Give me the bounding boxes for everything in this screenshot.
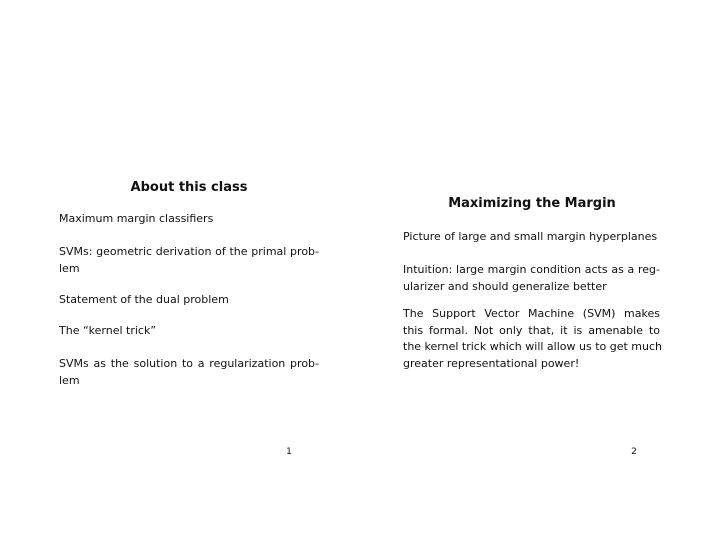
text-line: Intuition: large margin condition acts as a reg- — [403, 263, 660, 276]
page-number: 2 — [631, 447, 637, 457]
page-number: 1 — [286, 447, 292, 457]
slide-title: About this class — [130, 180, 248, 195]
bullet-item — [403, 229, 660, 246]
text-line: The Support Vector Machine (SVM) makes — [403, 307, 660, 320]
text-line: lem — [59, 373, 80, 387]
text-line: SVMs: geometric derivation of the primal prob- — [59, 245, 319, 258]
bullet-item — [403, 262, 660, 295]
text-line: greater representational power! — [403, 356, 580, 370]
text-line: this formal. Not only that, it is amenable to — [403, 323, 660, 337]
text-line: ularizer and should generalize better — [403, 279, 607, 293]
text-line: SVMs as the solution to a regularization prob- — [59, 357, 319, 370]
slide-2 — [360, 0, 720, 557]
text-line: The “kernel trick” — [59, 324, 157, 337]
text-line: lem — [59, 261, 80, 275]
bullet-item — [59, 356, 319, 389]
bullet-item — [59, 211, 319, 228]
text-line: Maximum margin classifiers — [59, 212, 214, 225]
text-line: the kernel trick which will allow us to get much — [403, 340, 663, 353]
bullet-item — [403, 306, 663, 372]
text-line: Statement of the dual problem — [59, 293, 229, 306]
bullet-item — [59, 292, 319, 309]
slide-title: Maximizing the Margin — [448, 196, 616, 211]
bullet-item — [59, 244, 319, 277]
bullet-item — [59, 323, 319, 340]
text-line: Picture of large and small margin hyperplanes — [403, 230, 658, 243]
